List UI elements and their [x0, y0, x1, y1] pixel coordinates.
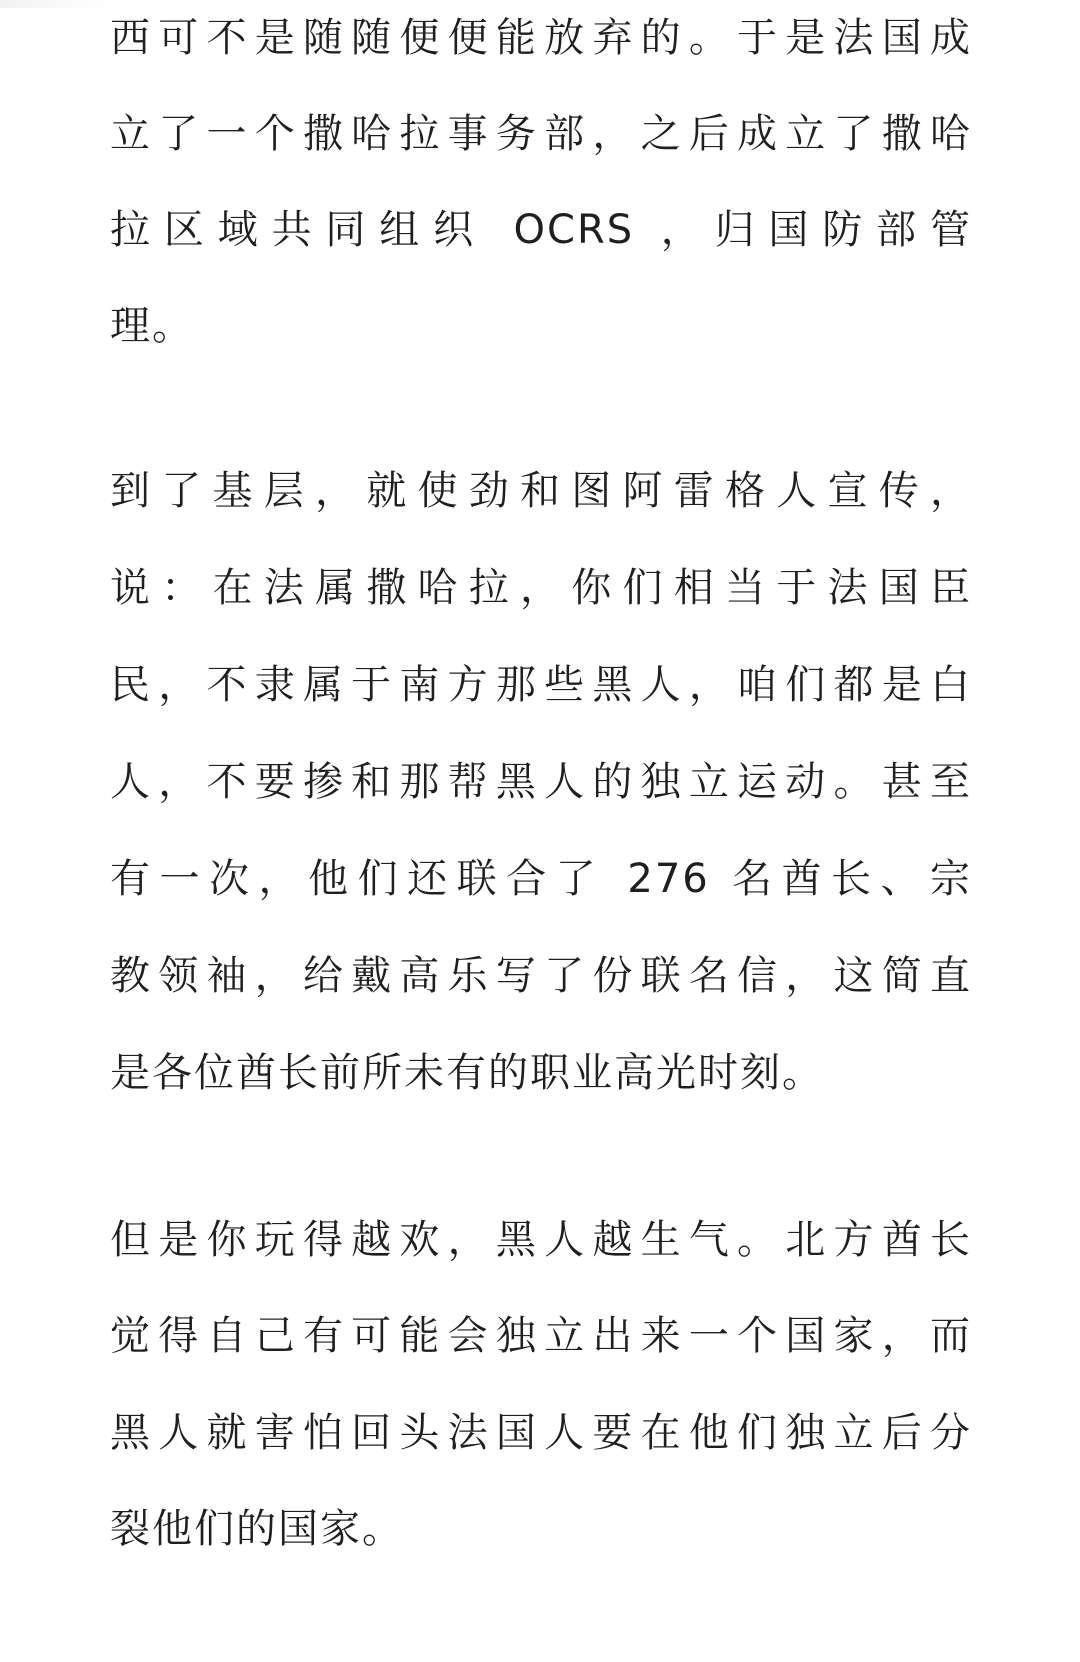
- top-edge-shadow: [0, 0, 110, 8]
- paragraph-2-line-7: 是各位酋长前所未有的职业高光时刻。: [110, 1050, 824, 1096]
- paragraph-3-line-1: 但是你玩得越欢，黑人越生气。北方酋长: [110, 1217, 972, 1263]
- paragraph-2-line-5: 有一次，他们还联合了 276 名酋长、宗: [110, 856, 972, 902]
- paragraph-2-line-1: 到了基层，就使劲和图阿雷格人宣传，: [110, 468, 972, 514]
- paragraph-1-line-1: 西可不是随随便便能放弃的。于是法国成: [110, 15, 972, 61]
- paragraph-3-line-3: 黑人就害怕回头法国人要在他们独立后分: [110, 1410, 972, 1456]
- paragraph-2-line-3: 民，不隶属于南方那些黑人，咱们都是白: [110, 662, 972, 708]
- paragraph-2-line-4: 人，不要掺和那帮黑人的独立运动。甚至: [110, 759, 972, 805]
- paragraph-1-line-3: 拉区域共同组织 OCRS ，归国防部管: [110, 207, 972, 253]
- paragraph-2-line-2: 说：在法属撒哈拉，你们相当于法国臣: [110, 565, 972, 611]
- paragraph-3-line-2: 觉得自己有可能会独立出来一个国家，而: [110, 1313, 972, 1359]
- paragraph-1-line-2: 立了一个撒哈拉事务部，之后成立了撒哈: [110, 111, 972, 157]
- paragraph-2-line-6: 教领袖，给戴高乐写了份联名信，这简直: [110, 953, 972, 999]
- paragraph-1-line-4: 理。: [110, 303, 194, 349]
- paragraph-3-line-4: 裂他们的国家。: [110, 1506, 404, 1552]
